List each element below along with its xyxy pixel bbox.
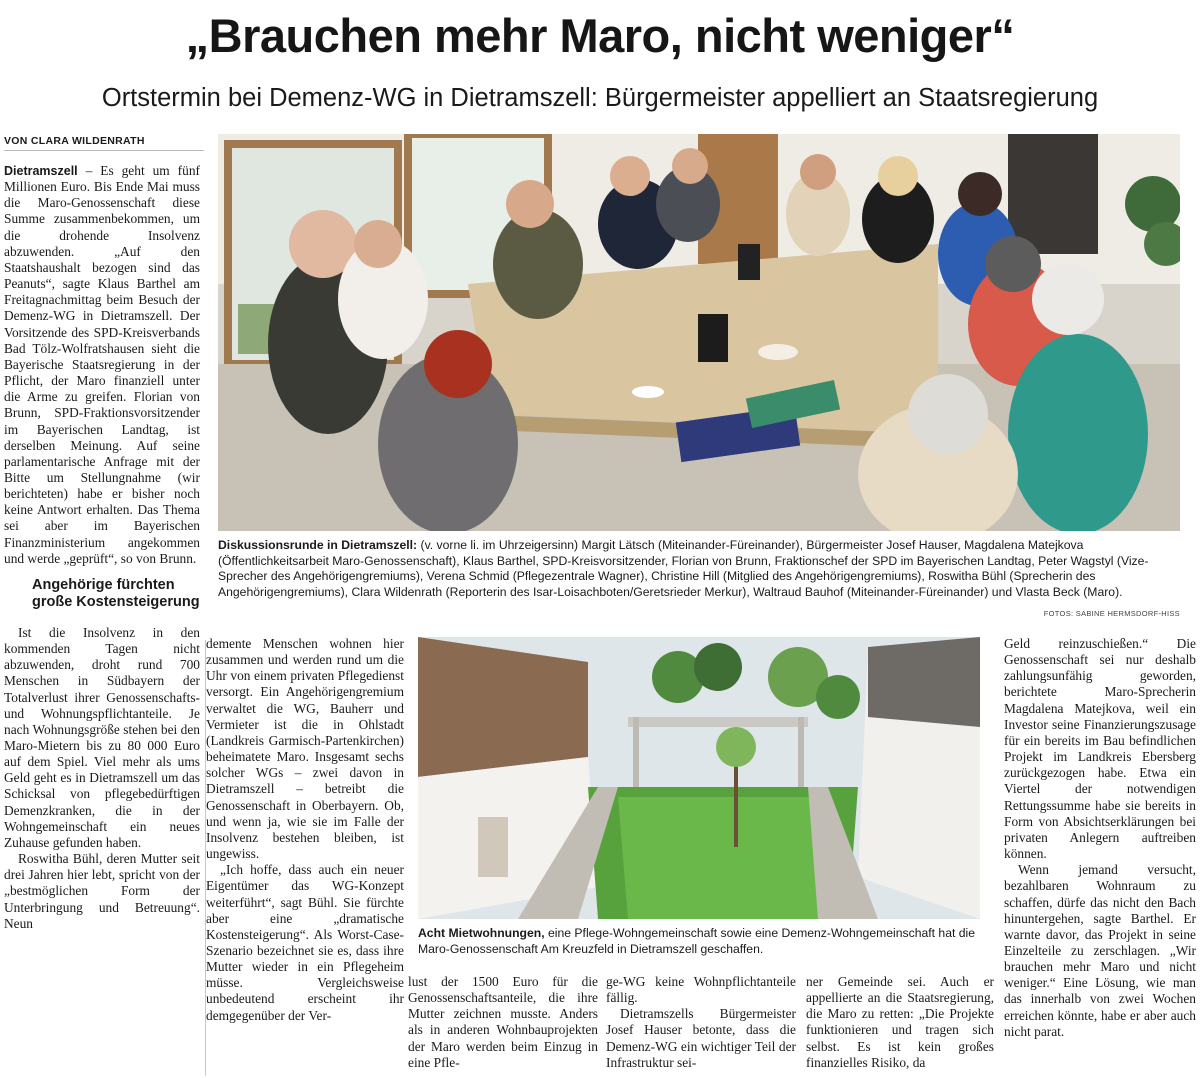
photo-credit: FOTOS: SABINE HERMSDORF-HISS xyxy=(1043,609,1180,618)
paragraph: Geld reinzuschießen.“ Die Genossenschaft sei nur deshalb zahlungsunfähig geworden, berichtete Maro-Sprecherin Magdalena Matejkova, weil ein Investor seine Finanzierungszusage für ein bereits im Bau befindlichen Projekt im Landkreis Ebersberg zurückgezogen habe. Etwa ein Viertel der notwendigen Rettungssumme habe sie bereits in Form von Absichtserklärungen bei privaten Anlegern auftreiben können. xyxy=(1004,636,1196,862)
paragraph: ge-WG keine Wohnpflichtanteile fällig. xyxy=(606,974,796,1006)
paragraph: lust der 1500 Euro für die Genossenschaftsanteile, die ihre Mutter zeichnen musste. Anders als in anderen Wohnbauprojekten der Maro werden beim Einzug in eine Pfle- xyxy=(408,974,598,1070)
paragraph: ner Gemeinde sei. Auch er appellierte an die Staatsregierung, die Maro zu retten: „Die Projekte funktionieren und tragen sich selbst. Es ist kein großes finanzielles Risiko, da xyxy=(806,974,994,1070)
byline: VON CLARA WILDENRATH xyxy=(4,135,204,151)
dateline: Dietramszell xyxy=(4,164,78,178)
caption-text: (v. vorne li. im Uhrzeigersinn) Margit Lätsch (Miteinander-Füreinander), Bürgermeister Josef Hauser, Magdalena Matejkova (Öffentlichkeitsarbeit Maro-Genossenschaft), Klaus Barthel, SPD-Kreisvorsitzender, Florian von Brunn, Fraktionschef der SPD im Bayerischen Landtag, Peter Wagstyl (Vize-Sprecher des Angehörigengremiums), Verena Schmid (Pflegezentrale Wagner), Christine Hill (Mitglied des Angehörigengremiums), Roswitha Bühl (Sprecherin des Angehörigengremiums), Clara Wildenrath (Reporterin des Isar-Loisachboten/Geretsrieder Merkur), Waltraud Bauhof (Miteinander-Füreinander) und Vlasta Beck (Maro). xyxy=(218,538,1149,599)
article-column-5 xyxy=(806,974,994,1071)
paragraph: Ist die Insolvenz in den kommenden Tagen nicht abzuwenden, droht rund 700 Menschen in Südbayern der Totalverlust ihrer Genossenschafts- und Wohnungspflichtanteile. Je nach Wohnungsgröße stehen bei den Maro-Mietern bis zu 80 000 Euro auf dem Spiel. Viel mehr als ums Geld geht es in Dietramszell um das Schicksal von pflegebedürftigen Demenzkranken, die in der Wohngemeinschaft ein neues Zuhause gefunden haben. xyxy=(4,624,200,850)
article-column-4 xyxy=(606,974,796,1071)
article-column-2 xyxy=(206,636,404,1024)
caption-bold: Acht Mietwohnungen, xyxy=(418,926,545,940)
paragraph: demente Menschen wohnen hier zusammen und werden rund um die Uhr von einem privaten Pflegedienst versorgt. Ein Angehörigengremium verwaltet die WG, Bauherr und Vermieter ist die in Ohlstadt (Landkreis Garmisch-Partenkirchen) beheimatete Maro. Insgesamt sechs solcher WGs – zwei davon in Dietramszell – betreibt die Genossenschaft in Oberbayern. Ob, und wenn ja, wie sie im Falle der Insolvenz bestehen bleiben, ist ungewiss. xyxy=(206,636,404,862)
caption-text: eine Pflege-Wohngemeinschaft sowie eine Demenz-Wohngemeinschaft hat die Maro-Genossenschaft Am Kreuzfeld in Dietramszell geschaffen. xyxy=(418,926,976,956)
paragraph: Roswitha Bühl, deren Mutter seit drei Jahren hier lebt, spricht von der „bestmöglichen Form der Unterbringung und Betreuung“. Neun xyxy=(4,851,200,931)
courtyard-photo-illustration xyxy=(418,637,980,919)
article-column-6 xyxy=(1004,636,1196,1040)
paragraph: Wenn jemand versucht, bezahlbaren Wohnraum zu schaffen, dürfe das nicht den Bach hinuntergehen, sagte Barthel. Er warnte davor, das Projekt in seine Einzelteile zu zerschlagen. „Wir brauchen mehr Maro und nicht weniger.“ Eine Lösung, wie man das innerhalb von zwei Wochen erreichen könnte, habe er aber auch nicht parat. xyxy=(1004,862,1196,1039)
photo-courtyard xyxy=(418,637,980,919)
paragraph: Dietramszells Bürgermeister Josef Hauser betonte, dass die Demenz-WG ein wichtiger Teil der Infrastruktur sei- xyxy=(606,1006,796,1070)
discussion-photo-illustration xyxy=(218,134,1180,531)
photo-discussion-round xyxy=(218,134,1180,531)
photo-caption-courtyard xyxy=(418,926,980,957)
subheadline: Ortstermin bei Demenz-WG in Dietramszell: Bürgermeister appelliert an Staatsregierung xyxy=(101,84,1099,112)
photo-caption-discussion xyxy=(218,538,1180,600)
article-subtitle: Angehörige fürchten große Kostensteigerung xyxy=(32,576,200,610)
paragraph: – Es geht um fünf Millionen Euro. Bis Ende Mai muss die Maro-Genossenschaft diese Summe zusammenbekommen, um die drohende Insolvenz abzuwenden. „Auf den Staatshaushalt bezogen sind das Peanuts“, sagte Klaus Barthel am Freitagnachmittag beim Besuch der Demenz-WG in Dietramszell. Der Vorsitzende des SPD-Kreisverbands Bad Tölz-Wolfratshausen sieht die Bayerische Staatsregierung in der Pflicht, der Maro finanziell unter die Arme zu greifen. Florian von Brunn, SPD-Fraktionsvorsitzender im Bayerischen Landtag, ist derselben Meinung. Auf seine parlamentarische Anfrage mit der Bitte um Stellungnahme (wir berichteten) habe er bisher noch keine Antwort erhalten. Das Thema sei aber im Bayerischen Finanzministerium angekommen und werde „geprüft“, so von Brunn. xyxy=(4,163,200,566)
article-column-1 xyxy=(4,163,200,932)
article-column-3 xyxy=(408,974,598,1071)
paragraph: „Ich hoffe, dass auch ein neuer Eigentümer das WG-Konzept weiterführt“, sagt Bühl. Sie fürchte aber eine „dramatische Kostensteigerung“. Als Worst-Case-Szenario bezeichnet sie es, dass ihre Mutter wieder in ein Pflegeheim müsse. Vergleichsweise unbedeutend erscheint ihr demgegenüber der Ver- xyxy=(206,862,404,1023)
caption-bold: Diskussionsrunde in Dietramszell: xyxy=(218,538,418,552)
headline: „Brauchen mehr Maro, nicht weniger“ xyxy=(185,9,1015,62)
